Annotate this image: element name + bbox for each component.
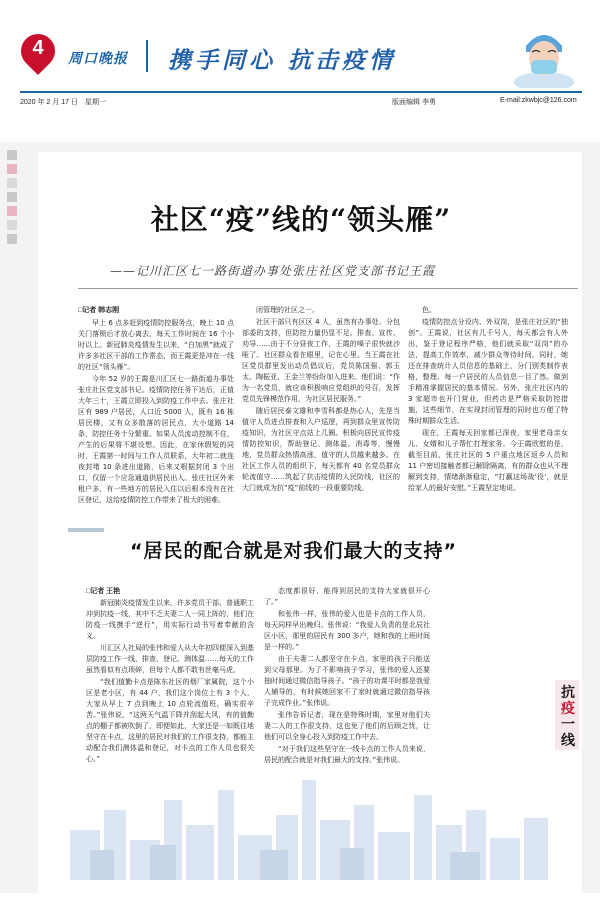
page-number: 4	[32, 37, 44, 59]
article-title: 社区“疫”线的“领头雁”	[150, 203, 452, 236]
paragraph: 新冠肺炎疫情发生以来，许多党员干部、普通职工冲到抗疫一线，其中不乏夫妻二人一同上阵的，他们在防疫一线携手“逆行”，用实际行动书写着奉献的含义。	[86, 599, 254, 640]
paragraph: 色。	[422, 306, 436, 314]
paragraph: 态度都很好，能得到居民的支持大家就很开心了。”	[264, 587, 430, 606]
paragraph: 今年 52 岁的王霞是川汇区七一路街道办事处张庄社区党支部书记。疫情防控任务下达后，正值大年三十，王霞立即投入到防疫工作中去。张庄社区有 989 户居民，人口近 5000 人，既有 16 栋居民楼，又有众多散落的居民点，大小道路 14 条，防控任务十分繁重。如果人员流动控制不住，产生的后果将不堪设想。因此，在家休假短的同时，王霞第一时间与工作人员联系，大年初二就连夜封堵 10 条进出道路，后来又根据封闭 3 个出口，仅留一个应急通道供居民出入。张庄社区外来租户多，有一些地方的居民入住以后根本没有在社区登记，这给疫情防控工作带来了极大的困难。	[78, 375, 234, 504]
paragraph: 由于夫妻二人都坚守在卡点，家里的孩子只能送到父母那里。为了不影响孩子学习，张伟的爱人还要抽时间通过微信指导孩子。“孩子的功课平时都是我爱人辅导的，有时候她回家不了家时就通过微信指导孩子完成作业。”张伟说。	[264, 655, 430, 707]
article-rule	[78, 288, 578, 289]
article2-column-2	[264, 586, 430, 782]
paragraph: 和张伟一样，张伟的爱人也是卡点的工作人员，每天同样早出晚归。张伟说：“我爱人负责的是北辰社区小区，那里的居民有 300 多户，她和我的上班时间是一样的。”	[264, 610, 430, 651]
issue-date: 2020 年 2 月 17 日 星期一	[20, 99, 106, 106]
paragraph: “对于我们这些坚守在一线卡点的工作人员来说，居民的配合就是对我们最大的支持。”张伟说。	[264, 745, 430, 764]
city-skyline-illustration	[70, 770, 550, 880]
paragraph: 张伟告诉记者，现在是特殊时期，家里对他们夫妻二人的工作很支持，这也免了他们的后顾之忧，让他们可以全身心投入到防疫工作中去。	[264, 711, 430, 741]
quote-accent-bar	[68, 528, 104, 532]
paragraph: “我们值勤卡点是陈东社区的烟厂家属院，这个小区是老小区，有 44 户，我们这个岗位上有 3 个人，大家从早上 7 点到晚上 10 点轮流值班，确实很辛苦。”张伟说，“这两天气温下降并刮起大风，有的值勤点的棚子都被吹倒了，即便如此，大家还是一如既往地坚守在卡点，这里的居民对我们的工作很支持，都能主动配合我们测体温和登记，对卡点的工作人员也很关心。”	[86, 678, 254, 763]
side-label-char: 一	[561, 717, 575, 733]
header-divider	[146, 40, 148, 72]
article-subtitle: ——记川汇区七一路街道办事处张庄社区党支部书记王霞	[110, 264, 436, 278]
paragraph: 现在，王霞每天回家都已深夜，家里老母亲女儿、女婿和儿子帮忙打理家务。今王霞欣慰的是，截至目前，张庄社区的 5 户重点地区返乡人员和 11 户密切接触者都已解除隔离，有的群众也从不理解到支持，情绪渐渐稳定，“打赢这场战‘役’，就是给家人的最好安慰。”王霞坚定地说。	[408, 429, 568, 492]
paper-name: 周口晚报	[68, 51, 128, 67]
article-column-2	[242, 305, 400, 510]
article-byline: □记者 王艳	[86, 588, 121, 595]
editor-email: E-mail:zkwbjc@126.com	[500, 97, 577, 104]
quote-headline: “居民的配合就是对我们最大的支持”	[130, 540, 457, 562]
header-rule	[20, 91, 582, 93]
article-column-1	[78, 318, 234, 508]
paragraph: 社区干部只有区区 4 人，虽然有办事处、分包部委的支持，但防控力量仍显不足。排查、宣传、劝导……由于不分昼夜工作，王霞的嗓子很快就沙哑了。社区群众看在眼里，记在心里。当王霞在社区党员群里发出动员倡议后，党员陈国强、郭玉太、陶振亚、王金兰等纷纷加入进来。他们说：“作为一名党员，就应该积极响应党组织的号召，发挥党员先锋模范作用，为社区居民服务。”	[242, 318, 400, 403]
article2-column-1	[86, 598, 254, 782]
paragraph: 随后居民泰文雄和李雪科都是热心人，先是当值守人员进点排查和入户巡逻，再到群众里宣传防疫知识，为社区守点站上几圈。积极向居民宣传疫情防控知识，帮助登记、测体温、消毒等，慢慢地，党员群众热情高涨，值守的人员越来越多。在社区工作人员的组织下，每天都有 40 名党员群众轮流值守……筑起了抗击疫情的人民防线，社区的大门就成为抗“疫”前线的一段重要防线。	[242, 407, 400, 492]
column-slogan: 携手同心 抗击疫情	[168, 48, 397, 74]
side-label-char: 抗	[561, 685, 575, 701]
side-label-char: 疫	[561, 701, 575, 717]
side-label-char: 线	[561, 733, 575, 749]
paragraph: 早上 6 点多赶到疫情防控服务点，晚上 10 点关门落锁后才放心离去，每天工作时间在 16 个小时以上。新冠肺炎疫情发生以来，“白加黑”就成了许多多社区干部的工作常态，而王霞更是冲在一线的社区“领头雁”。	[78, 319, 234, 371]
paragraph: 闭管理的社区之一。	[256, 306, 319, 314]
article-column-3	[408, 305, 568, 510]
paragraph: 川汇区人社局的张伟和爱人从大年初四便深入到基层防疫工作一线，排查、登记、测体温……每天的工作虽然看似有点琐碎，但每个人都不敢有丝毫马虎。	[86, 644, 254, 674]
masked-nurse-illustration	[512, 22, 576, 88]
decorative-squares	[6, 150, 20, 248]
paragraph: 疫情防控点分设内、外双岗，是张庄社区的“独创”。王霞说，社区有几千号人，每天都会有人外出，鉴于登记程序严格，他们就采取“双岗”的办法，提高工作效率，减少群众等待时间。同时，她还在排查统计人员信息的基础上，分门别类制作表格，整理、每一户居民的人员信息一目了然。做到手精准掌握居民的基本情况。另外，张庄社区内的 3 家超市也开门营业，但药店是严格采取防控措施，这些细节，在实现封闭管理的同时也方便了特殊时期群众生活。	[408, 318, 568, 425]
page-editor: 版面编辑 李勇	[392, 99, 436, 106]
article-byline: □记者 韩志刚	[78, 307, 120, 314]
